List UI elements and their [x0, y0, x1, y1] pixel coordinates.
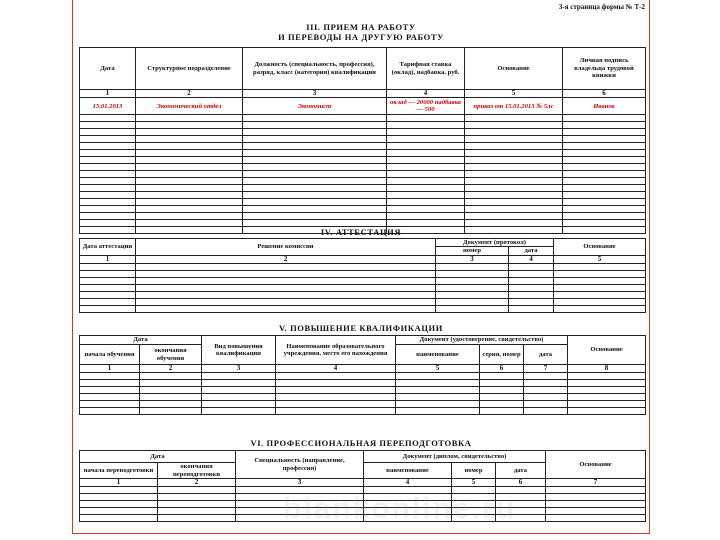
s3-header-basis: Основание	[465, 48, 563, 90]
s3-row1-position: Экономист	[243, 98, 387, 115]
s3-num-5: 5	[465, 90, 563, 98]
section3-title-line1: III. ПРИЕМ НА РАБОТУ	[306, 22, 416, 32]
s3-header-department: Структурное подразделение	[136, 48, 243, 90]
table-row	[80, 164, 646, 171]
s5-num-2: 2	[140, 365, 202, 373]
s3-row1-rate: оклад — 20000 надбавка — 500	[387, 98, 465, 115]
section3-number-row	[80, 90, 646, 98]
s6-header-document: Документ (диплом, свидетельство)	[364, 451, 546, 463]
table-row	[80, 401, 646, 408]
s6-header-doc-date: дата	[496, 463, 546, 479]
s6-header-date: Дата	[80, 451, 236, 463]
watermark: blankonline.ru	[283, 492, 517, 525]
s3-header-position: Должность (специальность, профессия), разряд, класс (категория) квалификации	[243, 48, 387, 90]
section5-number-row	[80, 365, 646, 373]
section3-data-row-1	[80, 98, 646, 115]
s5-num-6: 6	[480, 365, 524, 373]
s5-header-end: окончания обучения	[140, 345, 202, 365]
s6-num-1: 1	[80, 479, 158, 487]
s5-header-doc-name: наименование	[396, 345, 480, 365]
s5-header-basis: Основание	[568, 336, 646, 365]
s5-num-5: 5	[396, 365, 480, 373]
table-row	[80, 299, 646, 306]
table-row	[80, 285, 646, 292]
section4-number-row	[80, 255, 646, 263]
s5-num-7: 7	[524, 365, 568, 373]
form-t2-page	[72, 0, 650, 534]
s3-header-rate: Тарифная ставка (оклад), надбавка, руб.	[387, 48, 465, 90]
s3-row1-basis: приказ от 15.01.2013 № 5лс	[465, 98, 563, 115]
s6-header-specialty: Специальность (направление, профессия)	[236, 451, 364, 479]
section6-number-row	[80, 479, 646, 487]
table-row	[80, 206, 646, 213]
table-row	[80, 271, 646, 278]
s5-header-doc-date: дата	[524, 345, 568, 365]
s5-header-institution: Наименование образовательного учреждения, место его нахождения	[276, 336, 396, 365]
section5-header-row-1	[80, 336, 646, 345]
section3-table	[79, 47, 646, 234]
s6-header-doc-name: наименование	[364, 463, 452, 479]
table-row	[80, 408, 646, 415]
s5-num-4: 4	[276, 365, 396, 373]
s6-header-end: окончания переподготовки	[158, 463, 236, 479]
s6-num-7: 7	[546, 479, 646, 487]
s3-num-6: 6	[563, 90, 646, 98]
table-row	[80, 150, 646, 157]
table-row	[80, 129, 646, 136]
s4-num-1: 1	[80, 255, 136, 263]
section4-header-row-1	[80, 239, 646, 247]
s4-num-5: 5	[554, 255, 646, 263]
table-row	[80, 380, 646, 387]
table-row	[80, 157, 646, 164]
section4-title: IV. АТТЕСТАЦИЯ	[320, 227, 402, 237]
s6-header-basis: Основание	[546, 451, 646, 479]
table-row	[80, 199, 646, 206]
s3-header-signature: Личная подпись владельца трудовой книжки	[563, 48, 646, 90]
s3-row1-signature: Иванов	[563, 98, 646, 115]
s5-header-start: начала обучения	[80, 345, 140, 365]
s4-header-decision: Решение комиссии	[136, 239, 436, 256]
page-label: 3-я страница формы № Т-2	[558, 3, 645, 11]
s5-num-3: 3	[202, 365, 276, 373]
s4-header-document: Документ (протокол)	[436, 239, 554, 247]
s4-num-4: 4	[509, 255, 554, 263]
s3-row1-department: Экономический отдел	[136, 98, 243, 115]
table-row	[80, 115, 646, 122]
s4-header-doc-date: дата	[509, 247, 554, 255]
s4-header-date: Дата аттестации	[80, 239, 136, 256]
table-row	[80, 136, 646, 143]
s3-num-4: 4	[387, 90, 465, 98]
s4-num-2: 2	[136, 255, 436, 263]
section5-title: V. ПОВЫШЕНИЕ КВАЛИФИКАЦИИ	[279, 323, 443, 333]
s6-header-start: начала переподготовки	[80, 463, 158, 479]
table-row	[80, 373, 646, 380]
table-row	[80, 185, 646, 192]
s6-num-5: 5	[452, 479, 496, 487]
section3-header-row	[80, 48, 646, 90]
table-row	[80, 292, 646, 299]
table-row	[80, 171, 646, 178]
s6-header-number: номер	[452, 463, 496, 479]
table-row	[80, 143, 646, 150]
table-row	[80, 306, 646, 313]
section3-title	[73, 22, 649, 42]
table-row	[80, 220, 646, 227]
table-row	[80, 394, 646, 401]
s5-header-type: Вид повышения квалификации	[202, 336, 276, 365]
table-row	[80, 178, 646, 185]
table-row	[80, 387, 646, 394]
s3-row1-date: 15.01.2013	[80, 98, 136, 115]
table-row	[80, 192, 646, 199]
s6-num-3: 3	[236, 479, 364, 487]
s4-num-3: 3	[436, 255, 509, 263]
section6-header-row-1	[80, 451, 646, 463]
table-row	[80, 278, 646, 285]
s3-num-1: 1	[80, 90, 136, 98]
table-row	[80, 213, 646, 220]
table-row	[80, 122, 646, 129]
section4-table	[79, 238, 646, 313]
section5-table	[79, 335, 646, 415]
s6-num-6: 6	[496, 479, 546, 487]
s5-header-date: Дата	[80, 336, 202, 345]
section6-title: VI. ПРОФЕССИОНАЛЬНАЯ ПЕРЕПОДГОТОВКА	[250, 438, 472, 448]
s5-num-1: 1	[80, 365, 140, 373]
s4-header-basis: Основание	[554, 239, 646, 256]
section3-title-line2: И ПЕРЕВОДЫ НА ДРУГУЮ РАБОТУ	[278, 32, 444, 42]
s4-header-number: номер	[436, 247, 509, 255]
s5-num-8: 8	[568, 365, 646, 373]
s5-header-series: серия, номер	[480, 345, 524, 365]
s6-num-2: 2	[158, 479, 236, 487]
s3-header-date: Дата	[80, 48, 136, 90]
s3-num-2: 2	[136, 90, 243, 98]
s6-num-4: 4	[364, 479, 452, 487]
s3-num-3: 3	[243, 90, 387, 98]
s5-header-document: Документ (удостоверение, свидетельство)	[396, 336, 568, 345]
table-row	[80, 264, 646, 271]
